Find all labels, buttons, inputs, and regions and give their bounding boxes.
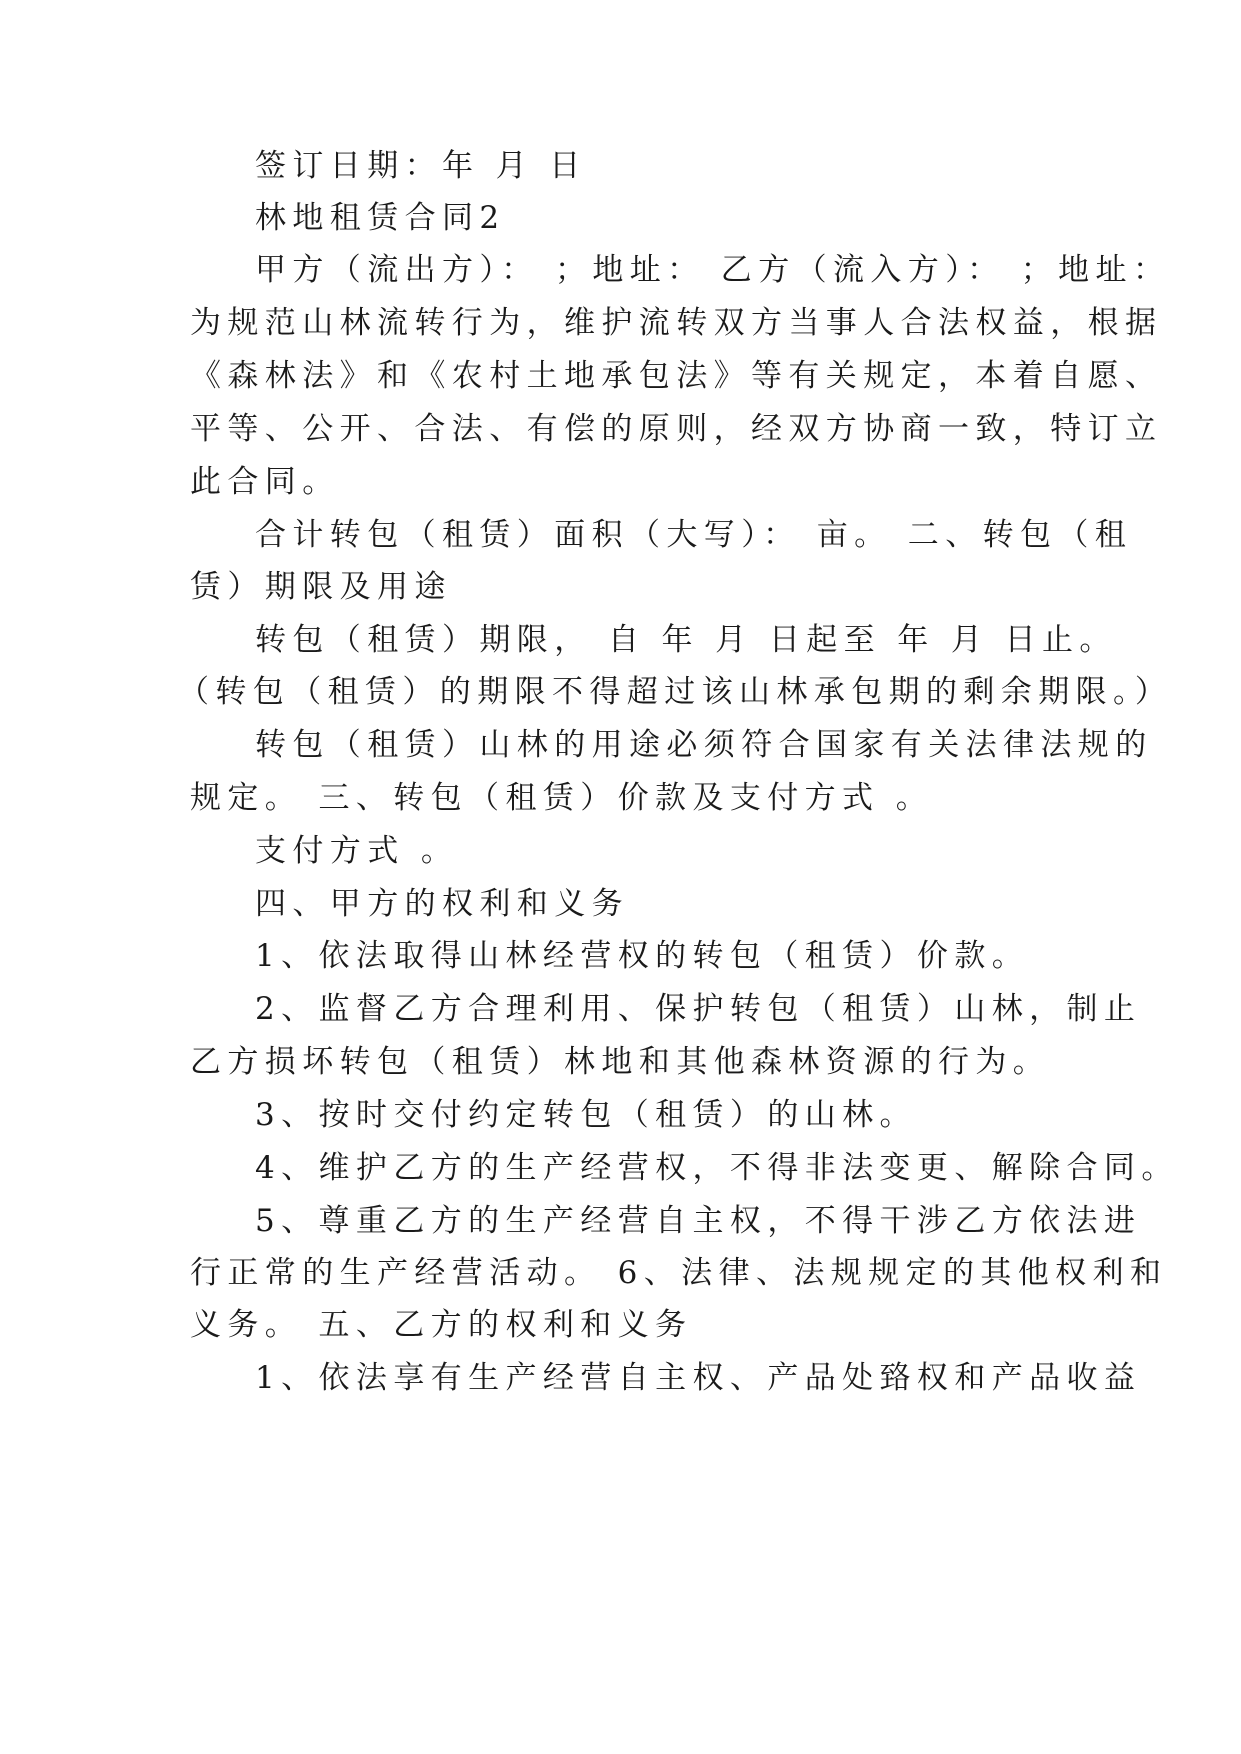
body-text-line: 平等、公开、合法、有偿的原则，经双方协商一致，特订立	[190, 411, 1163, 447]
clause-item: 4、维护乙方的生产经营权，不得非法变更、解除合同。	[255, 1150, 1179, 1186]
contract-title: 林地租赁合同2	[255, 200, 506, 236]
body-text-line: 规定。 三、转包（租赁）价款及支付方式 。	[190, 780, 934, 816]
section-heading-line: 赁）期限及用途	[190, 569, 452, 605]
clause-item: 3、按时交付约定转包（租赁）的山林。	[255, 1097, 917, 1133]
area-clause-line: 合计转包（租赁）面积（大写）： 亩。 二、转包（租	[255, 517, 1133, 553]
section-heading-line: 四、甲方的权利和义务	[255, 886, 629, 922]
payment-method-line: 支付方式 。	[255, 833, 459, 869]
clause-item: 5、尊重乙方的生产经营自主权，不得干涉乙方依法进	[255, 1203, 1142, 1239]
clause-item: 1、依法享有生产经营自主权、产品处臵权和产品收益	[255, 1360, 1142, 1396]
signing-date-line: 签订日期：年 月 日	[255, 148, 587, 184]
clause-item: 2、监督乙方合理利用、保护转包（租赁）山林，制止	[255, 991, 1142, 1027]
body-text-line: 此合同。	[190, 464, 340, 500]
term-clause-line: 转包（租赁）期限， 自 年 月 日起至 年 月 日止。	[255, 622, 1117, 658]
body-text-line: 乙方损坏转包（租赁）林地和其他森林资源的行为。	[190, 1044, 1051, 1080]
body-text-line: 行正常的生产经营活动。 6、法律、法规规定的其他权利和	[190, 1255, 1168, 1291]
party-info-line: 甲方（流出方）： ；地址： 乙方（流入方）： ；地址：	[255, 252, 1171, 288]
body-text-line: 《森林法》和《农村土地承包法》等有关规定，本着自愿、	[190, 358, 1163, 394]
clause-item: 1、依法取得山林经营权的转包（租赁）价款。	[255, 938, 1030, 974]
body-text-line: 义务。 五、乙方的权利和义务	[190, 1307, 693, 1343]
body-text-line: 为规范山林流转行为，维护流转双方当事人合法权益，根据	[190, 305, 1163, 341]
usage-clause-line: 转包（租赁）山林的用途必须符合国家有关法律法规的	[255, 727, 1153, 763]
term-note-line: （转包（租赁）的期限不得超过该山林承包期的剩余期限。）	[178, 674, 1173, 710]
